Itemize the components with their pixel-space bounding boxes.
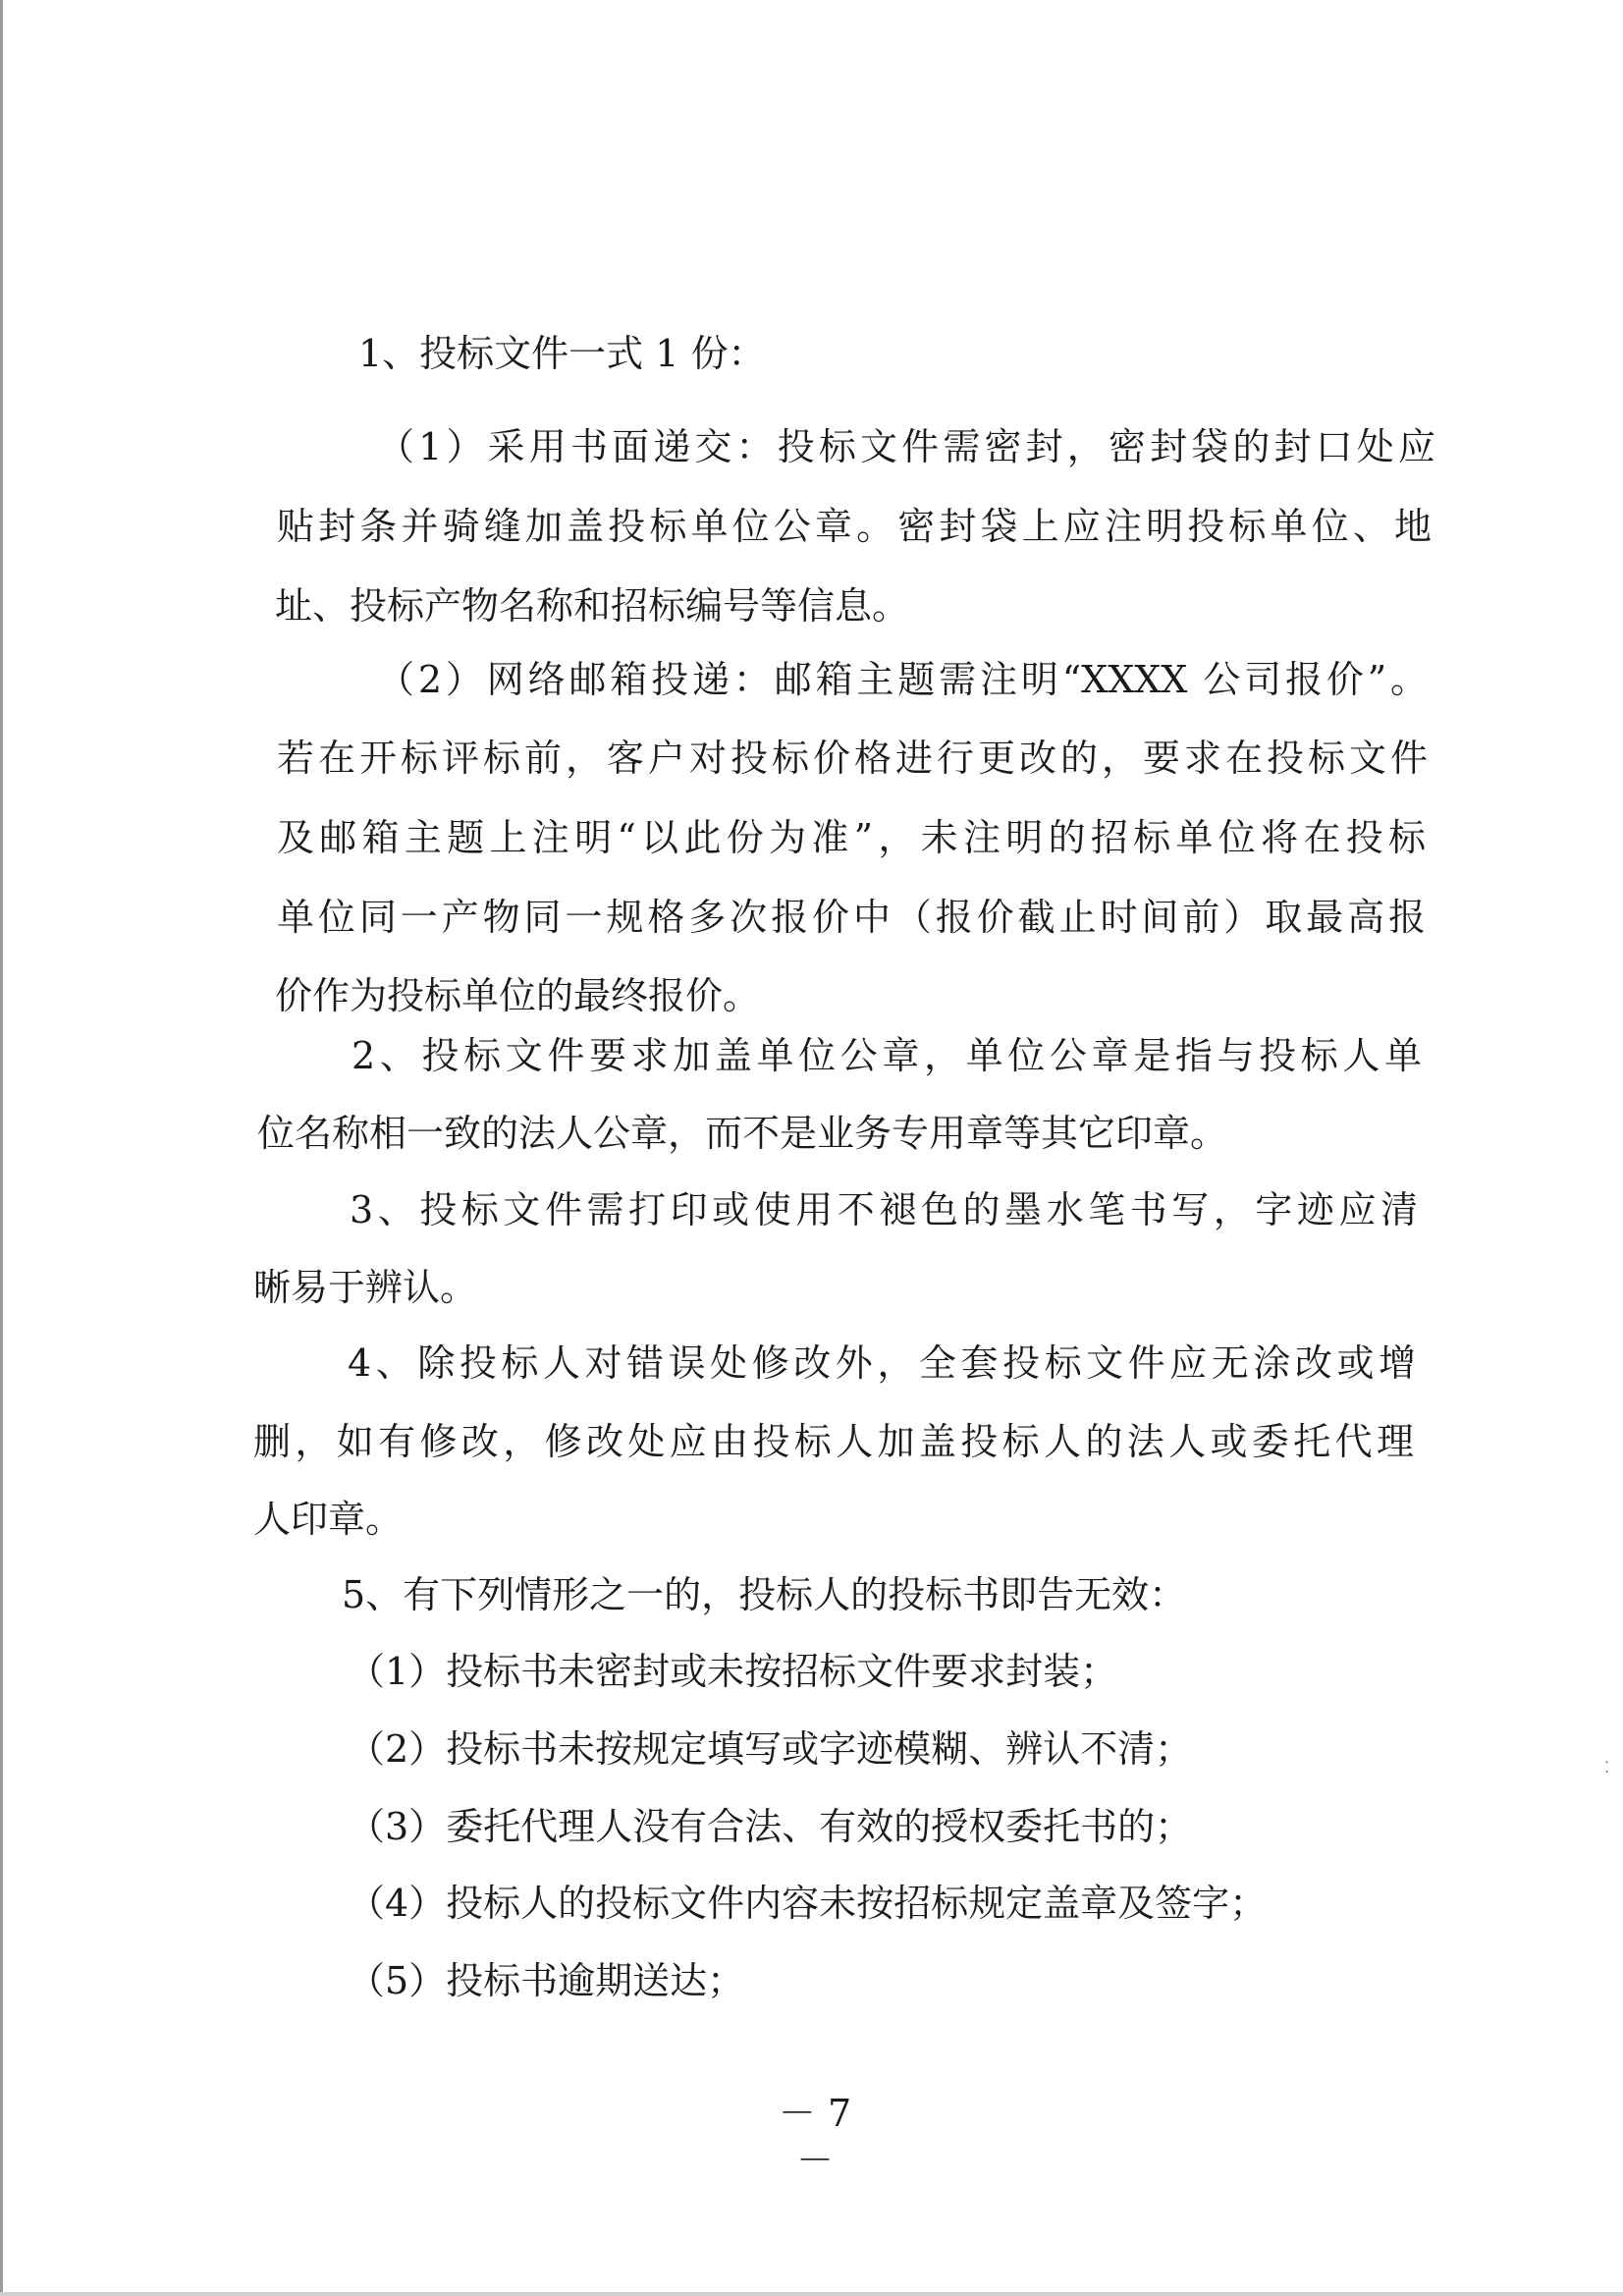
scan-speck: ⁚ [1604,1758,1610,1777]
section-1-heading: 1、投标文件一式 1 份： [358,332,766,375]
paragraph-line: 3、投标文件需打印或使用不褪色的墨水笔书写，字迹应清 [350,1188,1418,1231]
paragraph-line: 及邮箱主题上注明“以此份为准”，未注明的招标单位将在投标 [277,816,1426,859]
paragraph-line: 若在开标评标前，客户对投标价格进行更改的，要求在投标文件 [277,737,1428,780]
paragraph-line: 价作为投标单位的最终报价。 [275,974,761,1017]
page-number: － 7 － [778,2092,852,2182]
paragraph-line: （1）采用书面递交：投标文件需密封，密封袋的封口处应 [377,425,1435,468]
list-item: （3）委托代理人没有合法、有效的授权委托书的； [348,1805,1193,1848]
paragraph-line: 4、除投标人对错误处修改外，全套投标文件应无涂改或增 [348,1341,1416,1385]
paragraph-line: 位名称相一致的法人公章，而不是业务专用章等其它印章。 [257,1112,1228,1155]
list-item: （1）投标书未密封或未按招标文件要求封装； [348,1650,1118,1693]
scan-bottom-edge [0,2292,1623,2296]
paragraph-line: 删，如有修改，修改处应由投标人加盖投标人的法人或委托代理 [253,1420,1414,1463]
paragraph-line: （2）网络邮箱投递：邮箱主题需注明“XXXX 公司报价”。 [377,658,1428,701]
list-item: （5）投标书逾期送达； [348,1959,745,2002]
paragraph-line: 人印章。 [253,1498,404,1541]
paragraph-line: 晰易于辨认。 [253,1266,478,1309]
list-item: （4）投标人的投标文件内容未按招标规定盖章及签字； [348,1882,1268,1925]
paragraph-line: 贴封条并骑缝加盖投标单位公章。密封袋上应注明投标单位、地 [277,505,1432,548]
paragraph-line: 单位同一产物同一规格多次报价中（报价截止时间前）取最高报 [277,896,1426,939]
paragraph-line: 址、投标产物名称和招标编号等信息。 [275,584,910,628]
paragraph-line: 5、有下列情形之一的，投标人的投标书即告无效： [342,1573,1187,1616]
list-item: （2）投标书未按规定填写或字迹模糊、辨认不清； [348,1727,1193,1771]
paragraph-line: 2、投标文件要求加盖单位公章，单位公章是指与投标人单 [352,1034,1422,1077]
scan-left-edge [0,0,3,2296]
